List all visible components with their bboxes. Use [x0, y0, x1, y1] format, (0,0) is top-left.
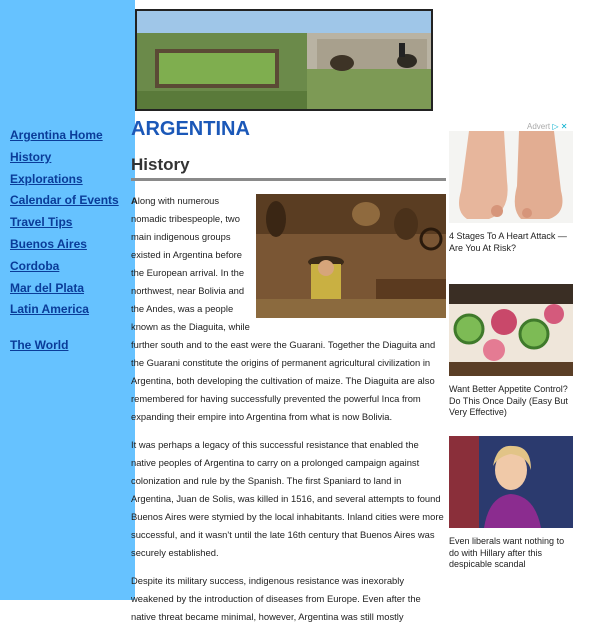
- nav-item-history: [10, 148, 119, 170]
- ad-image-food[interactable]: [449, 284, 573, 381]
- paragraph-3: Despite its military success, indigenous resistance was inexorably weakened by the introduction of diseases from Europe. Even after the native threat became minimal, however, Argentina was still mostly: [131, 575, 421, 622]
- nav-link-the-world[interactable]: The World: [10, 338, 69, 352]
- close-icon[interactable]: ✕: [560, 122, 568, 131]
- nav-item-travel-tips: [10, 213, 119, 235]
- nav-link-explorations[interactable]: Explorations: [10, 171, 83, 186]
- nav-link-travel-tips[interactable]: Travel Tips: [10, 215, 73, 230]
- ad-item-3[interactable]: [449, 436, 574, 571]
- ad-item-2[interactable]: [449, 284, 574, 419]
- section-title: History: [131, 155, 190, 174]
- nav-item-argentina-home: [10, 126, 119, 148]
- nav-link-mar-del-plata[interactable]: Mar del Plata: [10, 280, 85, 295]
- ad-caption-2[interactable]: Want Better Appetite Control? Do This Once Daily (Easy But Very Effective): [449, 384, 568, 417]
- gaucho-interior-photo: [256, 194, 446, 318]
- nav-item-mar-del-plata: [10, 279, 119, 301]
- paragraph-1-text: long with numerous nomadic tribespeople, two main indigenous groups existed in Argentina before the European arrival. In the northwest, near Bolivia and the Andes, was a people known as the Diaguita, while further south and to the east were the Guarani. Together the Diaguita and the Guarani constitute the origins of permanent agricultural civilization in Argentina, both developing the cultivation of maize. The Diaguita are also remembered for having successfully prevented the powerful Inca from expanding their empire into Argentina from what is now Bolivia.: [131, 195, 436, 422]
- paragraph-2: It was perhaps a legacy of this successful resistance that enabled the native peoples of Argentina to carry on a prolonged campaign against colonization and rule by the Spanish. The first Spaniard to land in Argentina, Juan de Solis, was killed in 1516, and several attempts to found Buenos Aires were stymied by the local inhabitants. Inland cities were more successful, and it wasn't until the late 16th century that Buenos Aires was securely established.: [131, 439, 444, 558]
- ad-choices-icon: ▷: [552, 122, 559, 131]
- nav-item-cordoba: [10, 257, 119, 279]
- page-title: ARGENTINA: [131, 118, 250, 140]
- ad-item-1[interactable]: [449, 131, 574, 254]
- nav-link-calendar-of-events[interactable]: Calendar of Events: [10, 193, 119, 208]
- nav-link-latin-america[interactable]: Latin America: [10, 302, 89, 317]
- nav-link-argentina-home[interactable]: Argentina Home: [10, 128, 103, 142]
- sidebar-nav: [10, 126, 119, 322]
- nav-link-history[interactable]: History: [10, 149, 52, 164]
- ad-choices-text: Advert: [527, 122, 551, 131]
- nav-item-calendar: [10, 191, 119, 213]
- nav-link-cordoba[interactable]: Cordoba: [10, 258, 60, 273]
- ad-caption-1[interactable]: 4 Stages To A Heart Attack — Are You At Risk?: [449, 231, 567, 253]
- nav-link-buenos-aires[interactable]: Buenos Aires: [10, 236, 87, 251]
- header-banner-image: [135, 9, 433, 111]
- nav-item-explorations: [10, 170, 119, 192]
- ad-caption-3[interactable]: Even liberals want nothing to do with Hillary after this despicable scandal: [449, 536, 565, 569]
- ad-image-portrait[interactable]: [449, 436, 573, 533]
- nav-item-latin-america: [10, 300, 119, 322]
- nav-item-buenos-aires: [10, 235, 119, 257]
- ad-image-feet[interactable]: [449, 131, 573, 228]
- drop-cap: A: [131, 195, 138, 206]
- title-divider: [131, 178, 446, 181]
- ad-choices-label[interactable]: [527, 122, 567, 131]
- article-body: [131, 192, 446, 636]
